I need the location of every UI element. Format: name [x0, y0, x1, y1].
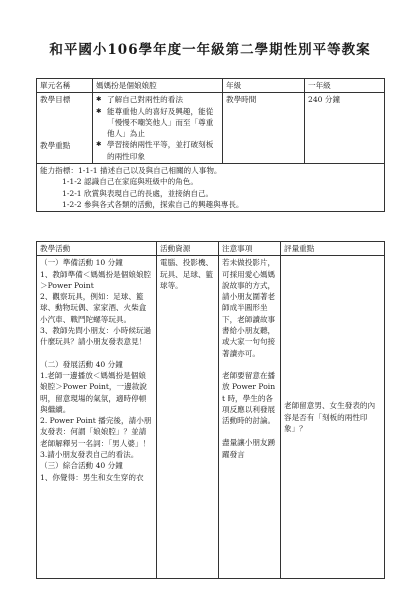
activity-line: 2. Power Point 播完後，請小朋友發表：何謂「娘娘腔」？並請老師解釋另一名詞：「男人婆」！	[40, 416, 152, 448]
ability-label: 能力指標：	[40, 166, 78, 176]
activity-line: 2、觀察玩具，例如：足球、籃球、動物玩偶、家家酒、火柴盒小汽車、戰鬥陀螺等玩具。	[40, 292, 147, 324]
ability-item: 1-2-1 欣賞與表現自己的長處，並接納自己。	[62, 188, 214, 198]
page-title: 和平國小106學年度一年級第二學期性別平等教案	[49, 42, 371, 58]
goal-item: ✱ 學習接納兩性平等，並打破刻板的兩性印象	[96, 139, 219, 162]
activity-line: 1.老師一邊播放＜媽媽扮是個娘娘腔＞Power Point，一邊敘說明，留意現場的氣氛，適時停頓與繼續。	[40, 370, 147, 414]
time-label: 教學時間	[223, 93, 305, 164]
activity-line: （一）準備活動 10 分鐘	[40, 258, 123, 268]
goal-label: 教學目標 教學重點	[37, 93, 93, 164]
grade-label: 年級	[223, 79, 305, 93]
notes-header: 注意事項	[219, 242, 281, 256]
note-text: 老師要留意在播放 Power Point 時，學生的各項反應以利發展活動時的討論。	[222, 370, 276, 426]
activity-line: （二）發展活動 40 分鐘	[40, 359, 123, 369]
assessment-header: 評量重點	[281, 242, 385, 256]
activity-cell	[37, 256, 157, 579]
grade-value: 一年級	[305, 79, 385, 93]
resource-header: 活動資源	[157, 242, 219, 256]
ability-indicators	[37, 164, 385, 212]
focus-label: 教學重點	[40, 140, 71, 150]
activity-line: 3.請小朋友發表自己的看法。	[40, 450, 139, 460]
note-text: 若未做投影片，可採用愛心媽媽說故事的方式，請小朋友圍著老師成半圓形坐下，老師讀故事書給小朋友聽，或大家一句句接著讀亦可。	[222, 258, 276, 358]
activity-line: （三）綜合活動 40 分鐘	[40, 461, 123, 471]
ability-item: 1-1-1 描述自己以及與自己相關的人事物。	[77, 166, 222, 176]
goal-item: ✱ 能尊重他人的喜好及興趣，能從「慢慢不嘲笑他人」而至「尊重他人」為止	[96, 106, 219, 140]
notes-cell	[219, 256, 281, 579]
activity-header: 教學活動	[37, 242, 157, 256]
activity-line: 3、教師先問小朋友：小時候玩過什麼玩具？請小朋友發表意見！	[40, 326, 152, 347]
resource-cell: 電腦、投影機、玩具、足球、籃球等。	[157, 256, 219, 579]
goal-list	[96, 94, 219, 162]
assessment-cell: 老師留意男、女生發表的內容是否有「刻板的兩性印象」？	[281, 256, 385, 579]
activity-table	[36, 241, 385, 579]
ability-item: 1-1-2 認識自己在家庭與班級中的角色。	[62, 177, 198, 187]
note-text: 盡量讓小朋友踴躍發言	[222, 438, 276, 459]
activity-line: 1、你覺得：男生和女生穿的衣	[40, 472, 144, 482]
lesson-header-table	[36, 78, 385, 212]
goal-item: ✱ 了解自己對兩性的看法	[96, 94, 219, 105]
unit-name-label: 單元名稱	[37, 79, 93, 93]
ability-item: 1-2-2 參與各式各類的活動，探索自己的興趣與專長。	[62, 199, 244, 209]
time-value: 240 分鐘	[305, 93, 385, 164]
unit-name-value: 媽媽扮是個娘娘腔	[93, 79, 223, 93]
activity-line: 1、教師準備＜媽媽扮是個娘娘腔＞Power Point	[40, 269, 152, 290]
goal-list-cell	[93, 93, 223, 164]
